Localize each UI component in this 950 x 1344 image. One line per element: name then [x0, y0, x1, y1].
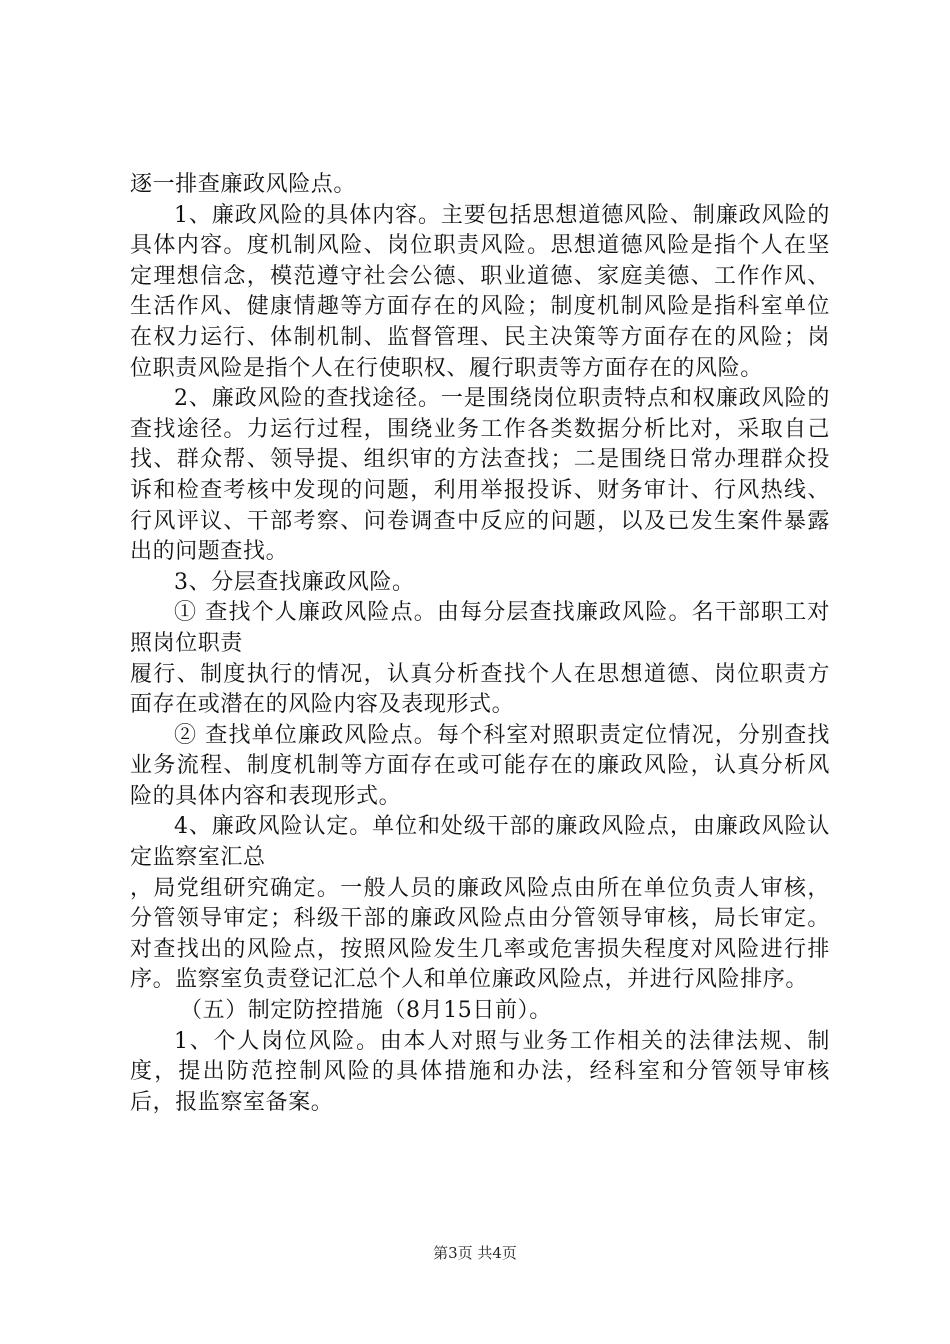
- paragraph-unit-risk: ② 查找单位廉政风险点。每个科室对照职责定位情况，分别查找业务流程、制度机制等方面存在或可能存在的廉政风险，认真分析风险的具体内容和表现形式。: [130, 722, 830, 809]
- paragraph-personal-risk: ① 查找个人廉政风险点。由每分层查找廉政风险。名干部职工对照岗位职责: [130, 600, 830, 656]
- paragraph-intro: 逐一排查廉政风险点。: [130, 172, 357, 197]
- paragraph-personal-risk-continued: 履行、制度执行的情况，认真分析查找个人在思想道德、岗位职责方面存在或潜在的风险内容及表现形式。: [130, 661, 830, 718]
- document-body: [130, 170, 830, 1118]
- paragraph-risk-search-approach: 2、廉政风险的查找途径。一是围绕岗位职责特点和权廉政风险的查找途径。力运行过程，围绕业务工作各类数据分析比对，采取自己找、群众帮、领导提、组织审的方法查找；二是围绕日常办理群众投诉和检查考核中发现的问题，利用举报投诉、财务审计、行风热线、行风评议、干部考察、问卷调查中反应的问题，以及已发生案件暴露出的问题查找。: [130, 386, 830, 565]
- paragraph-risk-identification-continued: ，局党组研究确定。一般人员的廉政风险点由所在单位负责人审核，分管领导审定；科级干部的廉政风险点由分管领导审核，局长审定。对查找出的风险点，按照风险发生几率或危害损失程度对风险进行排序。监察室负责登记汇总个人和单位廉政风险点，并进行风险排序。: [130, 875, 830, 993]
- section-heading-control-measures: （五）制定防控措施（8月15日前）。: [180, 998, 552, 1024]
- paragraph-risk-identification: 4、廉政风险认定。单位和处级干部的廉政风险点，由廉政风险认定监察室汇总: [130, 814, 830, 871]
- paragraph-layered-search-heading: 3、分层查找廉政风险。: [174, 569, 415, 595]
- paragraph-personal-post-risk: 1、个人岗位风险。由本人对照与业务工作相关的法律法规、制度，提出防范控制风险的具体措施和办法，经科室和分管领导审核后，报监察室备案。: [130, 1028, 830, 1115]
- page-footer: 第3页 共4页: [433, 1244, 517, 1262]
- paragraph-risk-content: 1、廉政风险的具体内容。主要包括思想道德风险、制廉政风险的具体内容。度机制风险、岗位职责风险。思想道德风险是指个人在坚定理想信念，模范遵守社会公德、职业道德、家庭美德、工作作风、生活作风、健康情趣等方面存在的风险；制度机制风险是指科室单位在权力运行、体制机制、监督管理、民主决策等方面存在的风险；岗位职责风险是指个人在行使职权、履行职责等方面存在的风险。: [130, 202, 830, 381]
